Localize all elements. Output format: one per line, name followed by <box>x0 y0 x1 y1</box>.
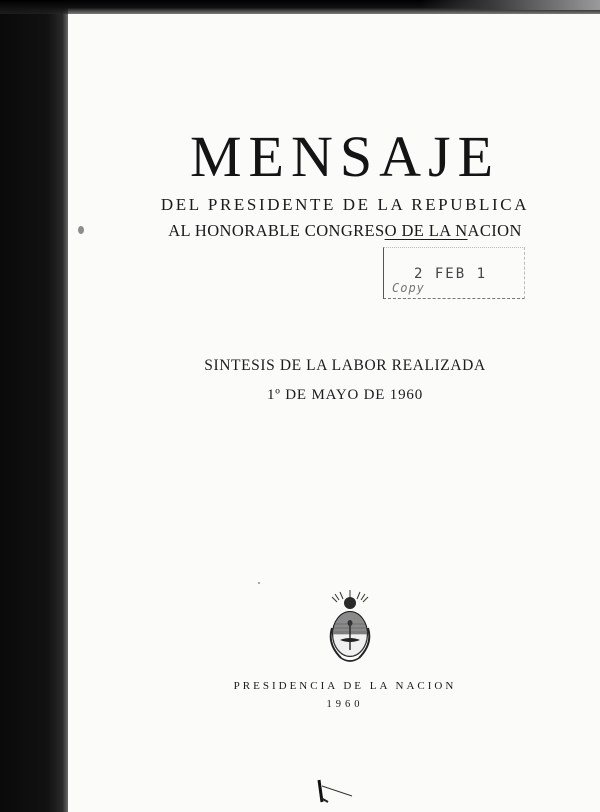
subtitle-line-2-end: ACION <box>467 221 522 240</box>
scan-speck <box>78 226 84 234</box>
scan-artifact-mark <box>316 772 356 806</box>
receipt-stamp <box>383 247 525 299</box>
subtitle-line-2-start: AL HONORABLE CONGRES <box>168 221 385 240</box>
publication-year: 1960 <box>326 699 364 710</box>
stamp-copy-label: Copy <box>392 281 425 295</box>
stamp-date: 2 FEB 1 <box>414 266 488 282</box>
publisher-line: PRESIDENCIA DE LA NACION <box>233 680 457 692</box>
document-title: MENSAJE <box>189 124 501 189</box>
subtitle-line-1: DEL PRESIDENTE DE LA REPUBLICA <box>160 195 530 214</box>
subtitle-line-2 <box>148 221 542 241</box>
scan-top-edge-fade <box>420 0 600 10</box>
synthesis-heading: SINTESIS DE LA LABOR REALIZADA <box>204 357 486 374</box>
subtitle-line-2-underlined: O DE LA N <box>384 221 468 240</box>
argentine-coat-of-arms-icon <box>323 588 377 668</box>
scan-speck <box>258 582 260 584</box>
document-date: 1º DE MAYO DE 1960 <box>267 387 423 403</box>
scan-left-edge <box>0 0 68 812</box>
